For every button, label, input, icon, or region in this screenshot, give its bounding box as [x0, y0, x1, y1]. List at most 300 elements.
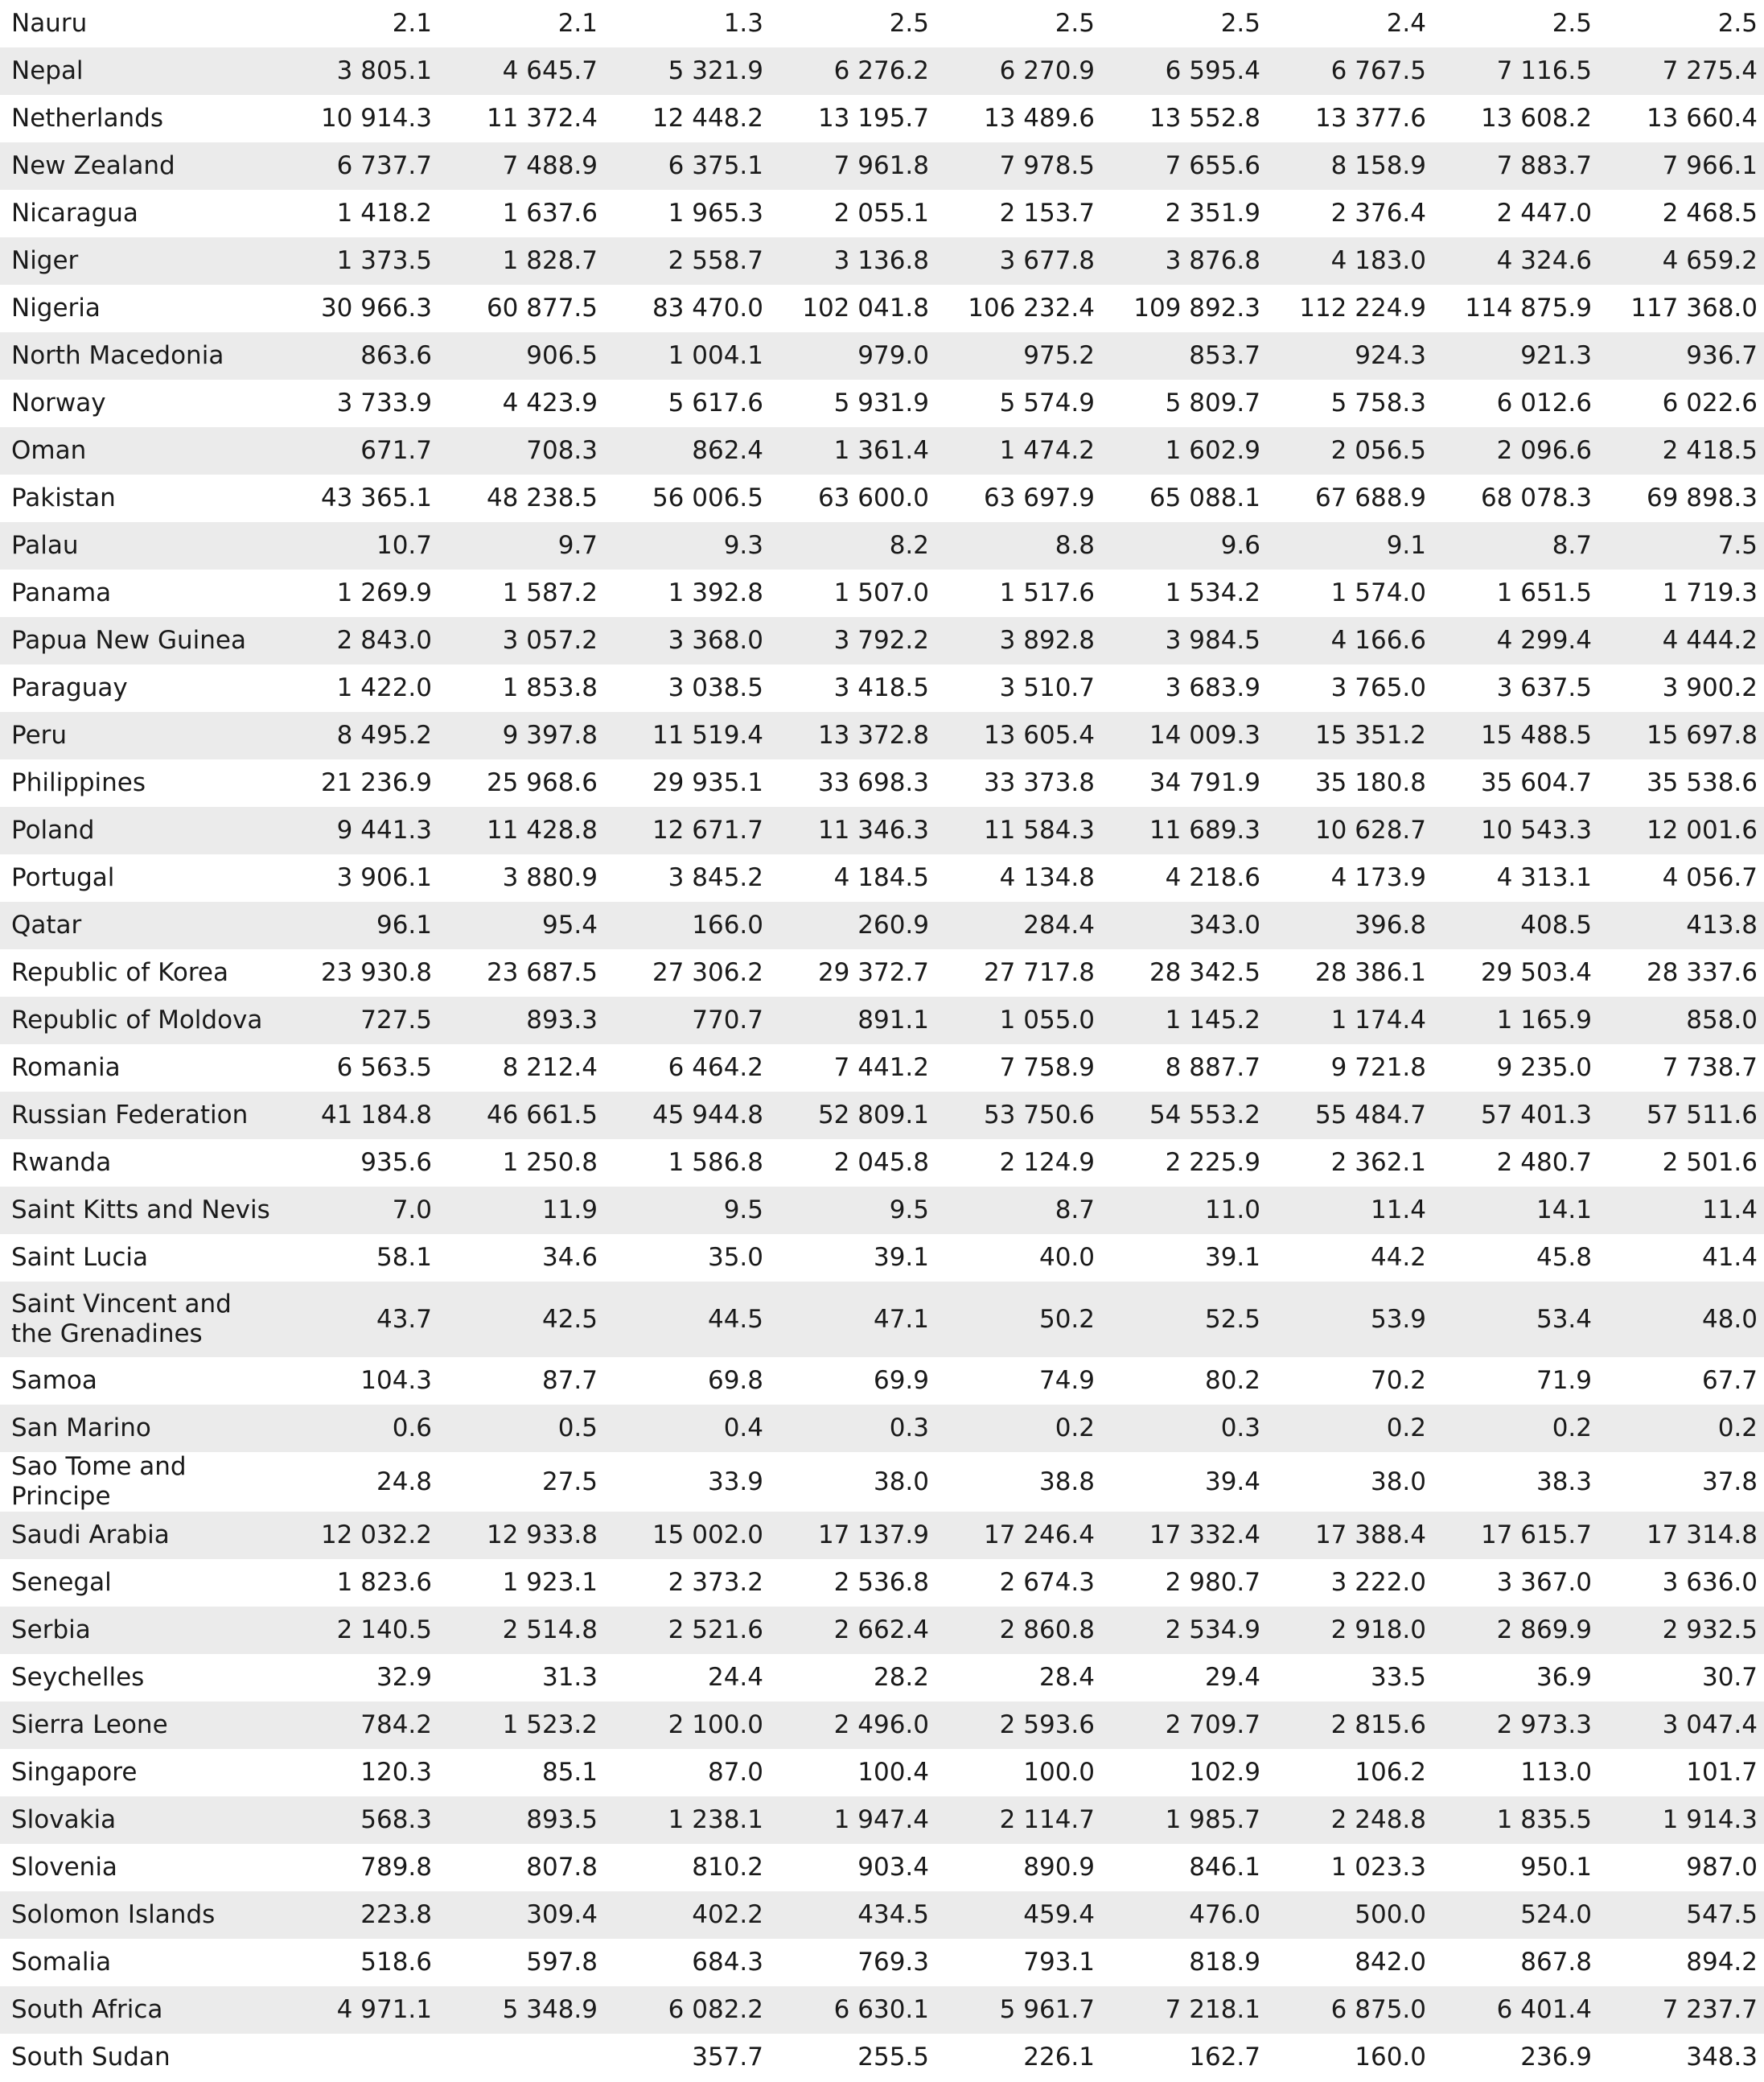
- value-cell: 45 944.8: [609, 1092, 775, 1139]
- value-cell: 0.6: [278, 1405, 443, 1452]
- value-cell: 3 367.0: [1496, 1568, 1592, 1597]
- value-cell: 6 737.7: [278, 142, 443, 190]
- country-cell: Portugal: [11, 863, 115, 892]
- value-cell: 7.0: [278, 1187, 443, 1234]
- value-cell: 48.0: [1603, 1282, 1764, 1357]
- value-cell: 524.0: [1437, 1891, 1603, 1939]
- value-cell: 5 321.9: [609, 47, 775, 95]
- value-cell: 11 428.8: [443, 807, 609, 854]
- value-cell: 4 184.5: [833, 863, 929, 892]
- value-cell: 112 224.9: [1299, 294, 1426, 323]
- value-cell: 17 314.8: [1603, 1512, 1764, 1559]
- value-cell: 68 078.3: [1480, 483, 1592, 512]
- value-cell: 30.7: [1701, 1663, 1758, 1692]
- value-cell: 1 523.2: [443, 1701, 609, 1749]
- value-cell: 894.2: [1686, 1948, 1758, 1977]
- value-cell: 842.0: [1355, 1948, 1426, 1977]
- value-cell: 56 006.5: [652, 483, 763, 512]
- value-cell: 547.5: [1603, 1891, 1764, 1939]
- value-cell: 24.8: [376, 1467, 432, 1496]
- value-cell: 2 376.4: [1330, 199, 1426, 228]
- value-cell: 11 372.4: [486, 104, 598, 133]
- value-cell: 6 875.0: [1272, 1986, 1437, 2034]
- value-cell: 1 373.5: [278, 237, 443, 285]
- value-cell: 48 238.5: [486, 483, 598, 512]
- country-cell: Oman: [0, 427, 278, 475]
- value-cell: 160.0: [1355, 2043, 1426, 2072]
- value-cell: 2 480.7: [1496, 1148, 1592, 1177]
- value-cell: 223.8: [278, 1891, 443, 1939]
- value-cell: 52.5: [1106, 1282, 1272, 1357]
- table-row: [0, 47, 1764, 95]
- value-cell: 8.7: [940, 1187, 1106, 1234]
- value-cell: 38.0: [873, 1467, 929, 1496]
- value-cell: 0.2: [1437, 1405, 1603, 1452]
- value-cell: 7 961.8: [775, 142, 940, 190]
- value-cell: 413.8: [1603, 902, 1764, 949]
- table-row: [0, 854, 1764, 902]
- value-cell: 33.9: [707, 1467, 763, 1496]
- value-cell: 6 012.6: [1496, 389, 1592, 418]
- value-cell: 33.5: [1370, 1663, 1426, 1692]
- country-cell: Republic of Moldova: [0, 997, 278, 1044]
- value-cell: 2 932.5: [1603, 1607, 1764, 1654]
- value-cell: 9 397.8: [443, 712, 609, 759]
- value-cell: 1 719.3: [1662, 578, 1758, 607]
- value-cell: 4 645.7: [443, 47, 609, 95]
- value-cell: 784.2: [278, 1701, 443, 1749]
- value-cell: 3 683.9: [1165, 673, 1260, 702]
- value-cell: 37.8: [1701, 1467, 1758, 1496]
- country-cell: Saint Kitts and Nevis: [0, 1187, 278, 1234]
- value-cell: 8 158.9: [1272, 142, 1437, 190]
- value-cell: 34.6: [541, 1243, 598, 1272]
- value-cell: 1 853.8: [502, 673, 598, 702]
- value-cell: 770.7: [609, 997, 775, 1044]
- value-cell: 5 758.3: [1330, 389, 1426, 418]
- value-cell: 7 275.4: [1603, 47, 1764, 95]
- value-cell: 893.5: [443, 1796, 609, 1844]
- table-row: [0, 237, 1764, 285]
- value-cell: 31.3: [541, 1663, 598, 1692]
- value-cell: 3 876.8: [1106, 237, 1272, 285]
- value-cell: 568.3: [278, 1796, 443, 1844]
- value-cell: 14 009.3: [1106, 712, 1272, 759]
- country-cell: Papua New Guinea: [0, 617, 278, 665]
- value-cell: 4 056.7: [1662, 863, 1758, 892]
- value-cell: 1 418.2: [336, 199, 432, 228]
- value-cell: 846.1: [1189, 1853, 1260, 1882]
- value-cell: 5 348.9: [443, 1986, 609, 2034]
- value-cell: 789.8: [360, 1853, 432, 1882]
- value-cell: 309.4: [443, 1891, 609, 1939]
- value-cell: 890.9: [1023, 1853, 1095, 1882]
- value-cell: 1 422.0: [336, 673, 432, 702]
- value-cell: 597.8: [526, 1948, 598, 1977]
- value-cell: 40.0: [1038, 1243, 1095, 1272]
- value-cell: 924.3: [1272, 332, 1437, 380]
- value-cell: 2 918.0: [1272, 1607, 1437, 1654]
- table-row: [0, 2034, 1764, 2081]
- value-cell: 906.5: [443, 332, 609, 380]
- value-cell: 2 558.7: [609, 237, 775, 285]
- value-cell: 63 600.0: [817, 483, 929, 512]
- value-cell: 11 519.4: [609, 712, 775, 759]
- value-cell: 13 372.8: [775, 712, 940, 759]
- table-row: [0, 949, 1764, 997]
- value-cell: 6 276.2: [775, 47, 940, 95]
- value-cell: 500.0: [1272, 1891, 1437, 1939]
- value-cell: 979.0: [775, 332, 940, 380]
- value-cell: 7 655.6: [1106, 142, 1272, 190]
- country-cell: Sierra Leone: [0, 1701, 278, 1749]
- value-cell: 28.2: [873, 1663, 929, 1692]
- country-cell: Nepal: [0, 47, 278, 95]
- table-row: [0, 1749, 1764, 1796]
- value-cell: 101.7: [1686, 1758, 1758, 1787]
- value-cell: 3 057.2: [443, 617, 609, 665]
- table-row: [0, 522, 1764, 570]
- table-row: [0, 1092, 1764, 1139]
- value-cell: 25 968.6: [486, 768, 598, 797]
- value-cell: 6 630.1: [775, 1986, 940, 2034]
- country-cell: Solomon Islands: [0, 1891, 278, 1939]
- value-cell: 6 595.4: [1106, 47, 1272, 95]
- value-cell: 2.4: [1386, 9, 1426, 38]
- value-cell: 0.2: [940, 1405, 1106, 1452]
- value-cell: 343.0: [1106, 902, 1272, 949]
- country-cell: Netherlands: [11, 104, 163, 133]
- country-cell: Philippines: [11, 768, 146, 797]
- value-cell: 891.1: [775, 997, 940, 1044]
- value-cell: 11 346.3: [775, 807, 940, 854]
- value-cell: 4 313.1: [1496, 863, 1592, 892]
- value-cell: 255.5: [857, 2043, 929, 2072]
- value-cell: 4 423.9: [502, 389, 598, 418]
- value-cell: 671.7: [278, 427, 443, 475]
- value-cell: 9.7: [443, 522, 609, 570]
- value-cell: 3 047.4: [1603, 1701, 1764, 1749]
- table-row: [0, 1559, 1764, 1607]
- value-cell: 13 377.6: [1314, 104, 1426, 133]
- value-cell: 1 238.1: [609, 1796, 775, 1844]
- value-cell: 1 835.5: [1437, 1796, 1603, 1844]
- table-row: [0, 1607, 1764, 1654]
- table-row: [0, 1234, 1764, 1282]
- value-cell: 8.2: [775, 522, 940, 570]
- value-cell: 7.5: [1603, 522, 1764, 570]
- country-cell: Samoa: [11, 1366, 97, 1395]
- country-cell: Sao Tome and Principe: [11, 1452, 187, 1511]
- value-cell: 15 697.8: [1603, 712, 1764, 759]
- value-cell: 6 401.4: [1437, 1986, 1603, 2034]
- country-cell: Senegal: [11, 1568, 112, 1597]
- value-cell: 284.4: [940, 902, 1106, 949]
- value-cell: 5 931.9: [833, 389, 929, 418]
- value-cell: 402.2: [609, 1891, 775, 1939]
- value-cell: 39.1: [873, 1243, 929, 1272]
- value-cell: 67.7: [1701, 1366, 1758, 1395]
- value-cell: 3 892.8: [940, 617, 1106, 665]
- value-cell: 9 721.8: [1330, 1053, 1426, 1082]
- value-cell: 1 602.9: [1106, 427, 1272, 475]
- value-cell: 9.1: [1272, 522, 1437, 570]
- value-cell: 83 470.0: [652, 294, 763, 323]
- table-row: [0, 1939, 1764, 1986]
- value-cell: 1 534.2: [1165, 578, 1260, 607]
- value-cell: 260.9: [775, 902, 940, 949]
- value-cell: 0.3: [775, 1405, 940, 1452]
- value-cell: 2 843.0: [278, 617, 443, 665]
- value-cell: 9.5: [775, 1187, 940, 1234]
- table-row: [0, 1512, 1764, 1559]
- value-cell: 0.5: [443, 1405, 609, 1452]
- value-cell: 120.3: [360, 1758, 432, 1787]
- value-cell: 117 368.0: [1630, 294, 1758, 323]
- table-row: [0, 1654, 1764, 1701]
- value-cell: 7 966.1: [1603, 142, 1764, 190]
- value-cell: 24.4: [707, 1663, 763, 1692]
- value-cell: 2 362.1: [1330, 1148, 1426, 1177]
- value-cell: 4 134.8: [999, 863, 1095, 892]
- table-row: [0, 1844, 1764, 1891]
- value-cell: 4 971.1: [278, 1986, 443, 2034]
- value-cell: 70.2: [1370, 1366, 1426, 1395]
- table-row: [0, 759, 1764, 807]
- value-cell: 102 041.8: [802, 294, 929, 323]
- value-cell: 1 965.3: [668, 199, 763, 228]
- value-cell: 8 887.7: [1165, 1053, 1260, 1082]
- value-cell: 2.5: [889, 9, 929, 38]
- value-cell: 12 448.2: [652, 104, 763, 133]
- value-cell: 2 096.6: [1437, 427, 1603, 475]
- value-cell: 2 055.1: [833, 199, 929, 228]
- value-cell: 408.5: [1437, 902, 1603, 949]
- value-cell: [278, 2034, 443, 2081]
- value-cell: 459.4: [940, 1891, 1106, 1939]
- value-cell: 95.4: [443, 902, 609, 949]
- value-cell: 684.3: [692, 1948, 763, 1977]
- value-cell: 27.5: [541, 1467, 598, 1496]
- value-cell: 2.5: [1552, 9, 1592, 38]
- value-cell: 5 617.6: [668, 389, 763, 418]
- value-cell: 769.3: [857, 1948, 929, 1977]
- value-cell: 3 637.5: [1496, 673, 1592, 702]
- table-row: [0, 617, 1764, 665]
- value-cell: 0.4: [609, 1405, 775, 1452]
- value-cell: 7 738.7: [1662, 1053, 1758, 1082]
- country-cell: Nicaragua: [11, 199, 138, 228]
- value-cell: 2 860.8: [940, 1607, 1106, 1654]
- value-cell: 3 677.8: [940, 237, 1106, 285]
- value-cell: 3 510.7: [999, 673, 1095, 702]
- value-cell: 35.0: [707, 1243, 763, 1272]
- value-cell: 1 823.6: [336, 1568, 432, 1597]
- value-cell: 36.9: [1536, 1663, 1592, 1692]
- value-cell: 1 923.1: [502, 1568, 598, 1597]
- value-cell: 50.2: [940, 1282, 1106, 1357]
- value-cell: 4 444.2: [1603, 617, 1764, 665]
- country-cell: Poland: [0, 807, 278, 854]
- value-cell: 35 538.6: [1646, 768, 1758, 797]
- value-cell: 106 232.4: [968, 294, 1095, 323]
- value-cell: 3 636.0: [1662, 1568, 1758, 1597]
- value-cell: 1 637.6: [502, 199, 598, 228]
- value-cell: 7 488.9: [443, 142, 609, 190]
- value-cell: 2 153.7: [999, 199, 1095, 228]
- value-cell: 44.2: [1370, 1243, 1426, 1272]
- value-cell: 2 674.3: [999, 1568, 1095, 1597]
- value-cell: 13 195.7: [817, 104, 929, 133]
- value-cell: 60 877.5: [486, 294, 598, 323]
- value-cell: 226.1: [1023, 2043, 1095, 2072]
- value-cell: 476.0: [1106, 1891, 1272, 1939]
- value-cell: 357.7: [692, 2043, 763, 2072]
- table-row: [0, 475, 1764, 522]
- value-cell: 100.4: [857, 1758, 929, 1787]
- table-row: [0, 902, 1764, 949]
- value-cell: 1 174.4: [1272, 997, 1437, 1044]
- country-cell: Serbia: [0, 1607, 278, 1654]
- value-cell: 9.5: [609, 1187, 775, 1234]
- value-cell: 17 615.7: [1437, 1512, 1603, 1559]
- country-cell: Romania: [11, 1053, 121, 1082]
- value-cell: 96.1: [278, 902, 443, 949]
- value-cell: 9.6: [1106, 522, 1272, 570]
- value-cell: 9.3: [609, 522, 775, 570]
- value-cell: 3 792.2: [775, 617, 940, 665]
- country-cell: Somalia: [11, 1948, 112, 1977]
- value-cell: 43.7: [278, 1282, 443, 1357]
- value-cell: 2 056.5: [1272, 427, 1437, 475]
- value-cell: 57 401.3: [1437, 1092, 1603, 1139]
- value-cell: 0.2: [1272, 1405, 1437, 1452]
- country-cell: Norway: [11, 389, 106, 418]
- value-cell: 8 495.2: [278, 712, 443, 759]
- value-cell: 53.4: [1437, 1282, 1603, 1357]
- value-cell: 71.9: [1536, 1366, 1592, 1395]
- value-cell: 2 140.5: [278, 1607, 443, 1654]
- value-cell: 1 651.5: [1496, 578, 1592, 607]
- value-cell: 2 418.5: [1603, 427, 1764, 475]
- table-row: [0, 807, 1764, 854]
- value-cell: 10 628.7: [1272, 807, 1437, 854]
- value-cell: 29 372.7: [817, 958, 929, 987]
- country-cell: North Macedonia: [0, 332, 278, 380]
- value-cell: 87.7: [541, 1366, 598, 1395]
- table-row: [0, 285, 1764, 332]
- value-cell: 8 212.4: [502, 1053, 598, 1082]
- value-cell: 1 914.3: [1603, 1796, 1764, 1844]
- table-row: [0, 1139, 1764, 1187]
- table-row: [0, 142, 1764, 190]
- value-cell: 0.3: [1106, 1405, 1272, 1452]
- value-cell: 2 124.9: [999, 1148, 1095, 1177]
- country-cell: Singapore: [11, 1758, 138, 1787]
- value-cell: 46 661.5: [443, 1092, 609, 1139]
- value-cell: 6 022.6: [1662, 389, 1758, 418]
- country-cell: Saint Vincent and the Grenadines: [0, 1282, 278, 1357]
- country-cell: Republic of Korea: [11, 958, 228, 987]
- country-cell: New Zealand: [0, 142, 278, 190]
- value-cell: 52 809.1: [775, 1092, 940, 1139]
- value-cell: 3 845.2: [668, 863, 763, 892]
- value-cell: 13 489.6: [983, 104, 1095, 133]
- value-cell: 53.9: [1272, 1282, 1437, 1357]
- value-cell: 3 805.1: [278, 47, 443, 95]
- value-cell: 2 100.0: [609, 1701, 775, 1749]
- value-cell: 162.7: [1189, 2043, 1260, 2072]
- value-cell: 17 388.4: [1272, 1512, 1437, 1559]
- table-row: [0, 570, 1764, 617]
- table-row: [0, 712, 1764, 759]
- value-cell: 2 815.6: [1272, 1701, 1437, 1749]
- value-cell: 4 324.6: [1437, 237, 1603, 285]
- value-cell: 100.0: [1023, 1758, 1095, 1787]
- value-cell: 29.4: [1204, 1663, 1260, 1692]
- value-cell: 102.9: [1189, 1758, 1260, 1787]
- value-cell: 2 496.0: [775, 1701, 940, 1749]
- value-cell: 3 222.0: [1330, 1568, 1426, 1597]
- value-cell: 5 574.9: [999, 389, 1095, 418]
- value-cell: 21 236.9: [320, 768, 432, 797]
- value-cell: 38.3: [1536, 1467, 1592, 1496]
- value-cell: 1 828.7: [443, 237, 609, 285]
- value-cell: 6 270.9: [940, 47, 1106, 95]
- value-cell: 396.8: [1272, 902, 1437, 949]
- value-cell: 10.7: [278, 522, 443, 570]
- value-cell: 11.9: [443, 1187, 609, 1234]
- value-cell: 38.0: [1370, 1467, 1426, 1496]
- value-cell: 28 337.6: [1646, 958, 1758, 987]
- value-cell: 7 218.1: [1106, 1986, 1272, 2034]
- value-cell: 950.1: [1520, 1853, 1592, 1882]
- value-cell: 2.5: [1220, 9, 1260, 38]
- value-cell: 708.3: [443, 427, 609, 475]
- table-row: [0, 1187, 1764, 1234]
- value-cell: 12 933.8: [443, 1512, 609, 1559]
- country-cell: South Africa: [0, 1986, 278, 2034]
- value-cell: 30 966.3: [320, 294, 432, 323]
- value-cell: 63 697.9: [983, 483, 1095, 512]
- value-cell: 10 914.3: [320, 104, 432, 133]
- value-cell: 518.6: [360, 1948, 432, 1977]
- value-cell: 13 660.4: [1646, 104, 1758, 133]
- value-cell: 1 055.0: [940, 997, 1106, 1044]
- value-cell: 12 032.2: [278, 1512, 443, 1559]
- table-row: [0, 1282, 1764, 1357]
- value-cell: 1 517.6: [999, 578, 1095, 607]
- table-row: [0, 665, 1764, 712]
- table-row: [0, 997, 1764, 1044]
- value-cell: 11 584.3: [940, 807, 1106, 854]
- value-cell: 2 468.5: [1662, 199, 1758, 228]
- value-cell: 15 488.5: [1437, 712, 1603, 759]
- country-cell: Pakistan: [11, 483, 116, 512]
- value-cell: 3 368.0: [609, 617, 775, 665]
- table-row: [0, 1891, 1764, 1939]
- value-cell: 27 306.2: [652, 958, 763, 987]
- value-cell: 2 373.2: [668, 1568, 763, 1597]
- value-cell: 893.3: [443, 997, 609, 1044]
- table-row: [0, 1044, 1764, 1092]
- value-cell: 867.8: [1520, 1948, 1592, 1977]
- value-cell: 727.5: [278, 997, 443, 1044]
- value-cell: 69.8: [707, 1366, 763, 1395]
- value-cell: 2 973.3: [1437, 1701, 1603, 1749]
- value-cell: 15 351.2: [1272, 712, 1437, 759]
- table-row: [0, 1796, 1764, 1844]
